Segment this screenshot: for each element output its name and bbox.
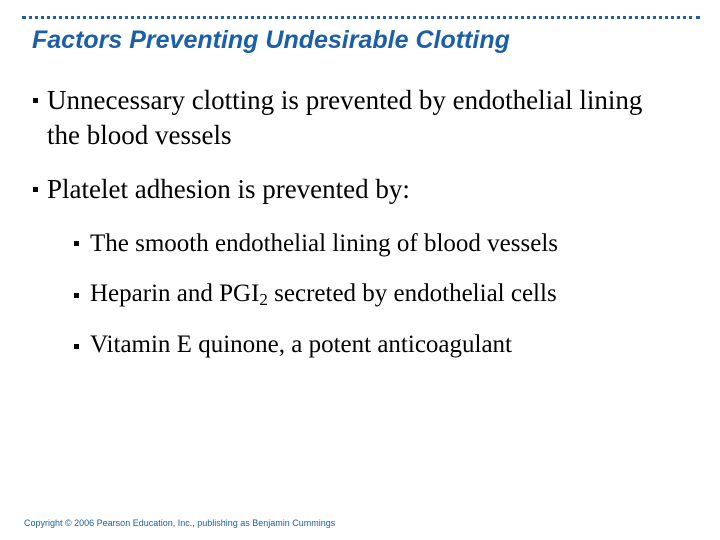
sub-bullet-marker-1	[74, 241, 79, 246]
sub-bullet-2-post: secreted by endothelial cells	[267, 280, 557, 307]
top-divider	[22, 16, 700, 19]
bullet-marker-2	[33, 187, 38, 192]
sub-bullet-marker-3	[74, 344, 79, 349]
sub-bullet-marker-2	[74, 293, 79, 298]
bullet-1: Unnecessary clotting is prevented by endothelial lining the blood vessels	[47, 85, 643, 150]
bullet-marker-1	[33, 98, 38, 103]
sub-bullet-3: Vitamin E quinone, a potent anticoagulant	[90, 331, 512, 358]
sub-bullet-1: The smooth endothelial lining of blood vessels	[90, 230, 558, 257]
copyright-footer: Copyright © 2006 Pearson Education, Inc., publishing as Benjamin Cummings	[24, 518, 336, 528]
sub-bullet-2	[90, 278, 557, 310]
bullet-2: Platelet adhesion is prevented by:	[47, 174, 410, 204]
slide-title: Factors Preventing Undesirable Clotting	[32, 26, 510, 54]
subscript-2: 2	[259, 290, 268, 309]
sub-bullet-2-pre: Heparin and PGI	[90, 280, 260, 307]
